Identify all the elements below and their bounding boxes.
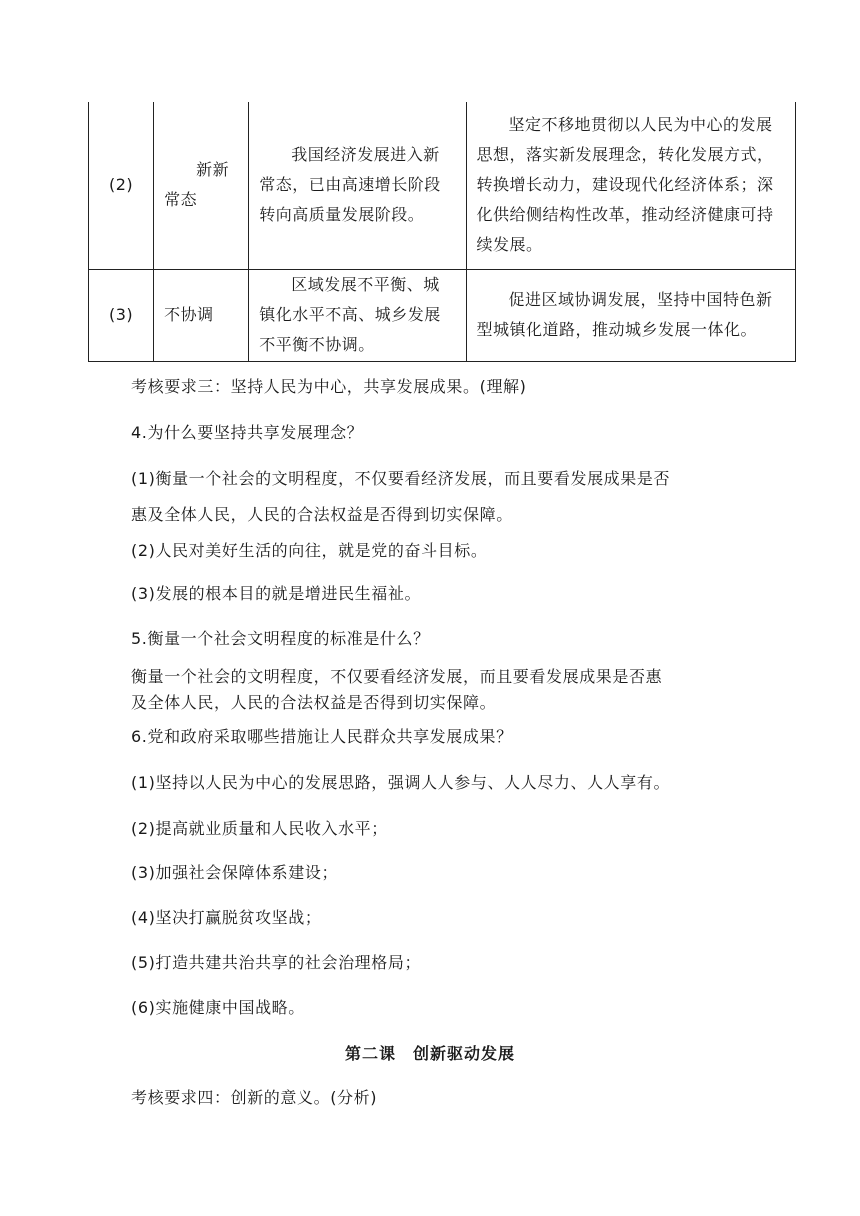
lesson-heading: 第二课 创新驱动发展 [344,1044,515,1063]
row-measures: 促进区域协调发展，坚持中国特色新型城镇化道路，推动城乡发展一体化。 [466,269,796,361]
row-number: (2) [89,102,154,269]
question-heading: 5.衡量一个社会文明程度的标准是什么？ [131,629,430,648]
answer-line: (5)打造共建共治共享的社会治理格局； [131,953,422,972]
row-description: 区域发展不平衡、城镇化水平不高、城乡发展不平衡不协调。 [249,269,466,361]
table-row [89,102,796,269]
row-description: 我国经济发展进入新常态，已由高速增长阶段转向高质量发展阶段。 [249,102,466,269]
answer-line: (6)实施健康中国战略。 [131,998,305,1017]
question-heading: 6.党和政府采取哪些措施让人民群众共享发展成果？ [131,727,513,746]
answer-line: 及全体人民，人民的合法权益是否得到切实保障。 [131,693,497,712]
question-heading: 4.为什么要坚持共享发展理念？ [131,423,364,442]
answer-line: (3)发展的根本目的就是增进民生福祉。 [131,584,422,603]
row-name: 不协调 [154,269,249,361]
answer-line: (2)提高就业质量和人民收入水平； [131,819,388,838]
development-table [88,102,796,362]
requirement-heading: 考核要求三：坚持人民为中心，共享发展成果。(理解) [131,377,527,396]
answer-line: 衡量一个社会的文明程度，不仅要看经济发展，而且要看发展成果是否惠 [131,667,663,686]
answer-line: (1)坚持以人民为中心的发展思路，强调人人参与、人人尽力、人人享有。 [131,773,671,792]
requirement-heading: 考核要求四：创新的意义。(分析) [131,1088,378,1107]
row-name: 新新常态 [154,102,249,269]
row-number: (3) [89,269,154,361]
answer-line: (2)人民对美好生活的向往，就是党的奋斗目标。 [131,541,488,560]
answer-line: (1)衡量一个社会的文明程度，不仅要看经济发展，而且要看发展成果是否 [131,469,671,488]
row-measures: 坚定不移地贯彻以人民为中心的发展思想，落实新发展理念，转化发展方式，转换增长动力，建设现代化经济体系；深化供给侧结构性改革，推动经济健康可持续发展。 [466,102,796,269]
answer-line: 惠及全体人民，人民的合法权益是否得到切实保障。 [131,505,513,524]
answer-line: (3)加强社会保障体系建设； [131,863,339,882]
table-row [89,269,796,361]
answer-line: (4)坚决打赢脱贫攻坚战； [131,908,322,927]
